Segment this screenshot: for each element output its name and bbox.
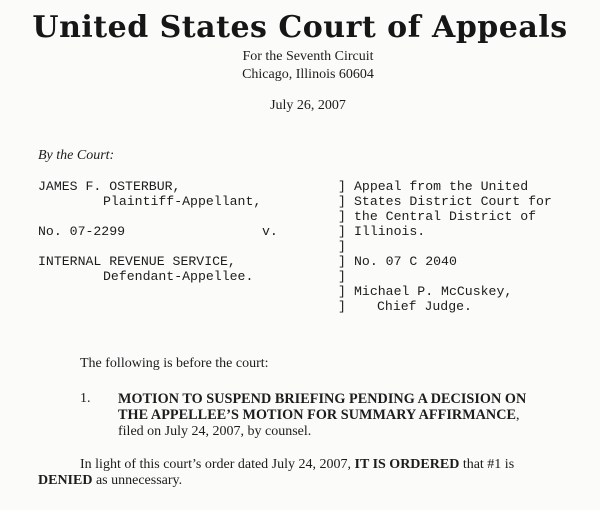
caption-bracket: ] (338, 224, 346, 239)
order-text: that #1 is (459, 457, 515, 472)
caption-bracket: ] (338, 254, 346, 269)
defendant-name: INTERNAL REVENUE SERVICE, (38, 254, 236, 269)
versus-label: v. (262, 224, 278, 239)
appeal-line: Illinois. (354, 224, 426, 239)
order-line2 (38, 473, 182, 489)
caption-bracket: ] (338, 209, 346, 224)
judge-name: Michael P. McCuskey, (354, 284, 513, 299)
location-line: Chicago, Illinois 60604 (242, 67, 374, 82)
case-number: No. 07-2299 (38, 224, 126, 239)
before-court-intro: The following is before the court: (80, 356, 269, 371)
judge-title: Chief Judge. (377, 299, 472, 314)
order-emphasis: IT IS ORDERED (354, 457, 460, 472)
caption-bracket: ] (338, 194, 346, 209)
order-text: as unnecessary. (92, 473, 183, 488)
item-number: 1. (80, 391, 91, 406)
circuit-line: For the Seventh Circuit (242, 49, 374, 64)
plaintiff-role: Plaintiff-Appellant, (103, 194, 262, 209)
caption-bracket: ] (338, 299, 346, 314)
court-name-heading: United States Court of Appeals (32, 10, 568, 45)
order-text: In light of this court’s order dated July 24, 2007, (80, 457, 355, 472)
caption-bracket: ] (338, 239, 346, 254)
motion-title-line2: THE APPELLEE’S MOTION FOR SUMMARY AFFIRMANCE (118, 407, 517, 423)
order-date: July 26, 2007 (270, 98, 346, 113)
motion-title-line2-wrap (118, 407, 520, 424)
defendant-role: Defendant-Appellee. (103, 269, 254, 284)
filed-line: filed on July 24, 2007, by counsel. (118, 424, 312, 439)
appeal-line: the Central District of (354, 209, 537, 224)
order-emphasis: DENIED (38, 473, 93, 488)
motion-title-line1: MOTION TO SUSPEND BRIEFING PENDING A DECISION ON (118, 391, 527, 407)
district-case-number: No. 07 C 2040 (354, 254, 457, 269)
caption-bracket: ] (338, 179, 346, 194)
appeal-line: States District Court for (354, 194, 552, 209)
caption-bracket: ] (338, 269, 346, 284)
order-line1 (80, 457, 514, 473)
caption-bracket: ] (338, 284, 346, 299)
plaintiff-name: JAMES F. OSTERBUR, (38, 179, 181, 194)
by-the-court-label: By the Court: (38, 148, 115, 163)
motion-comma: , (516, 408, 520, 423)
appeal-line: Appeal from the United (354, 179, 529, 194)
